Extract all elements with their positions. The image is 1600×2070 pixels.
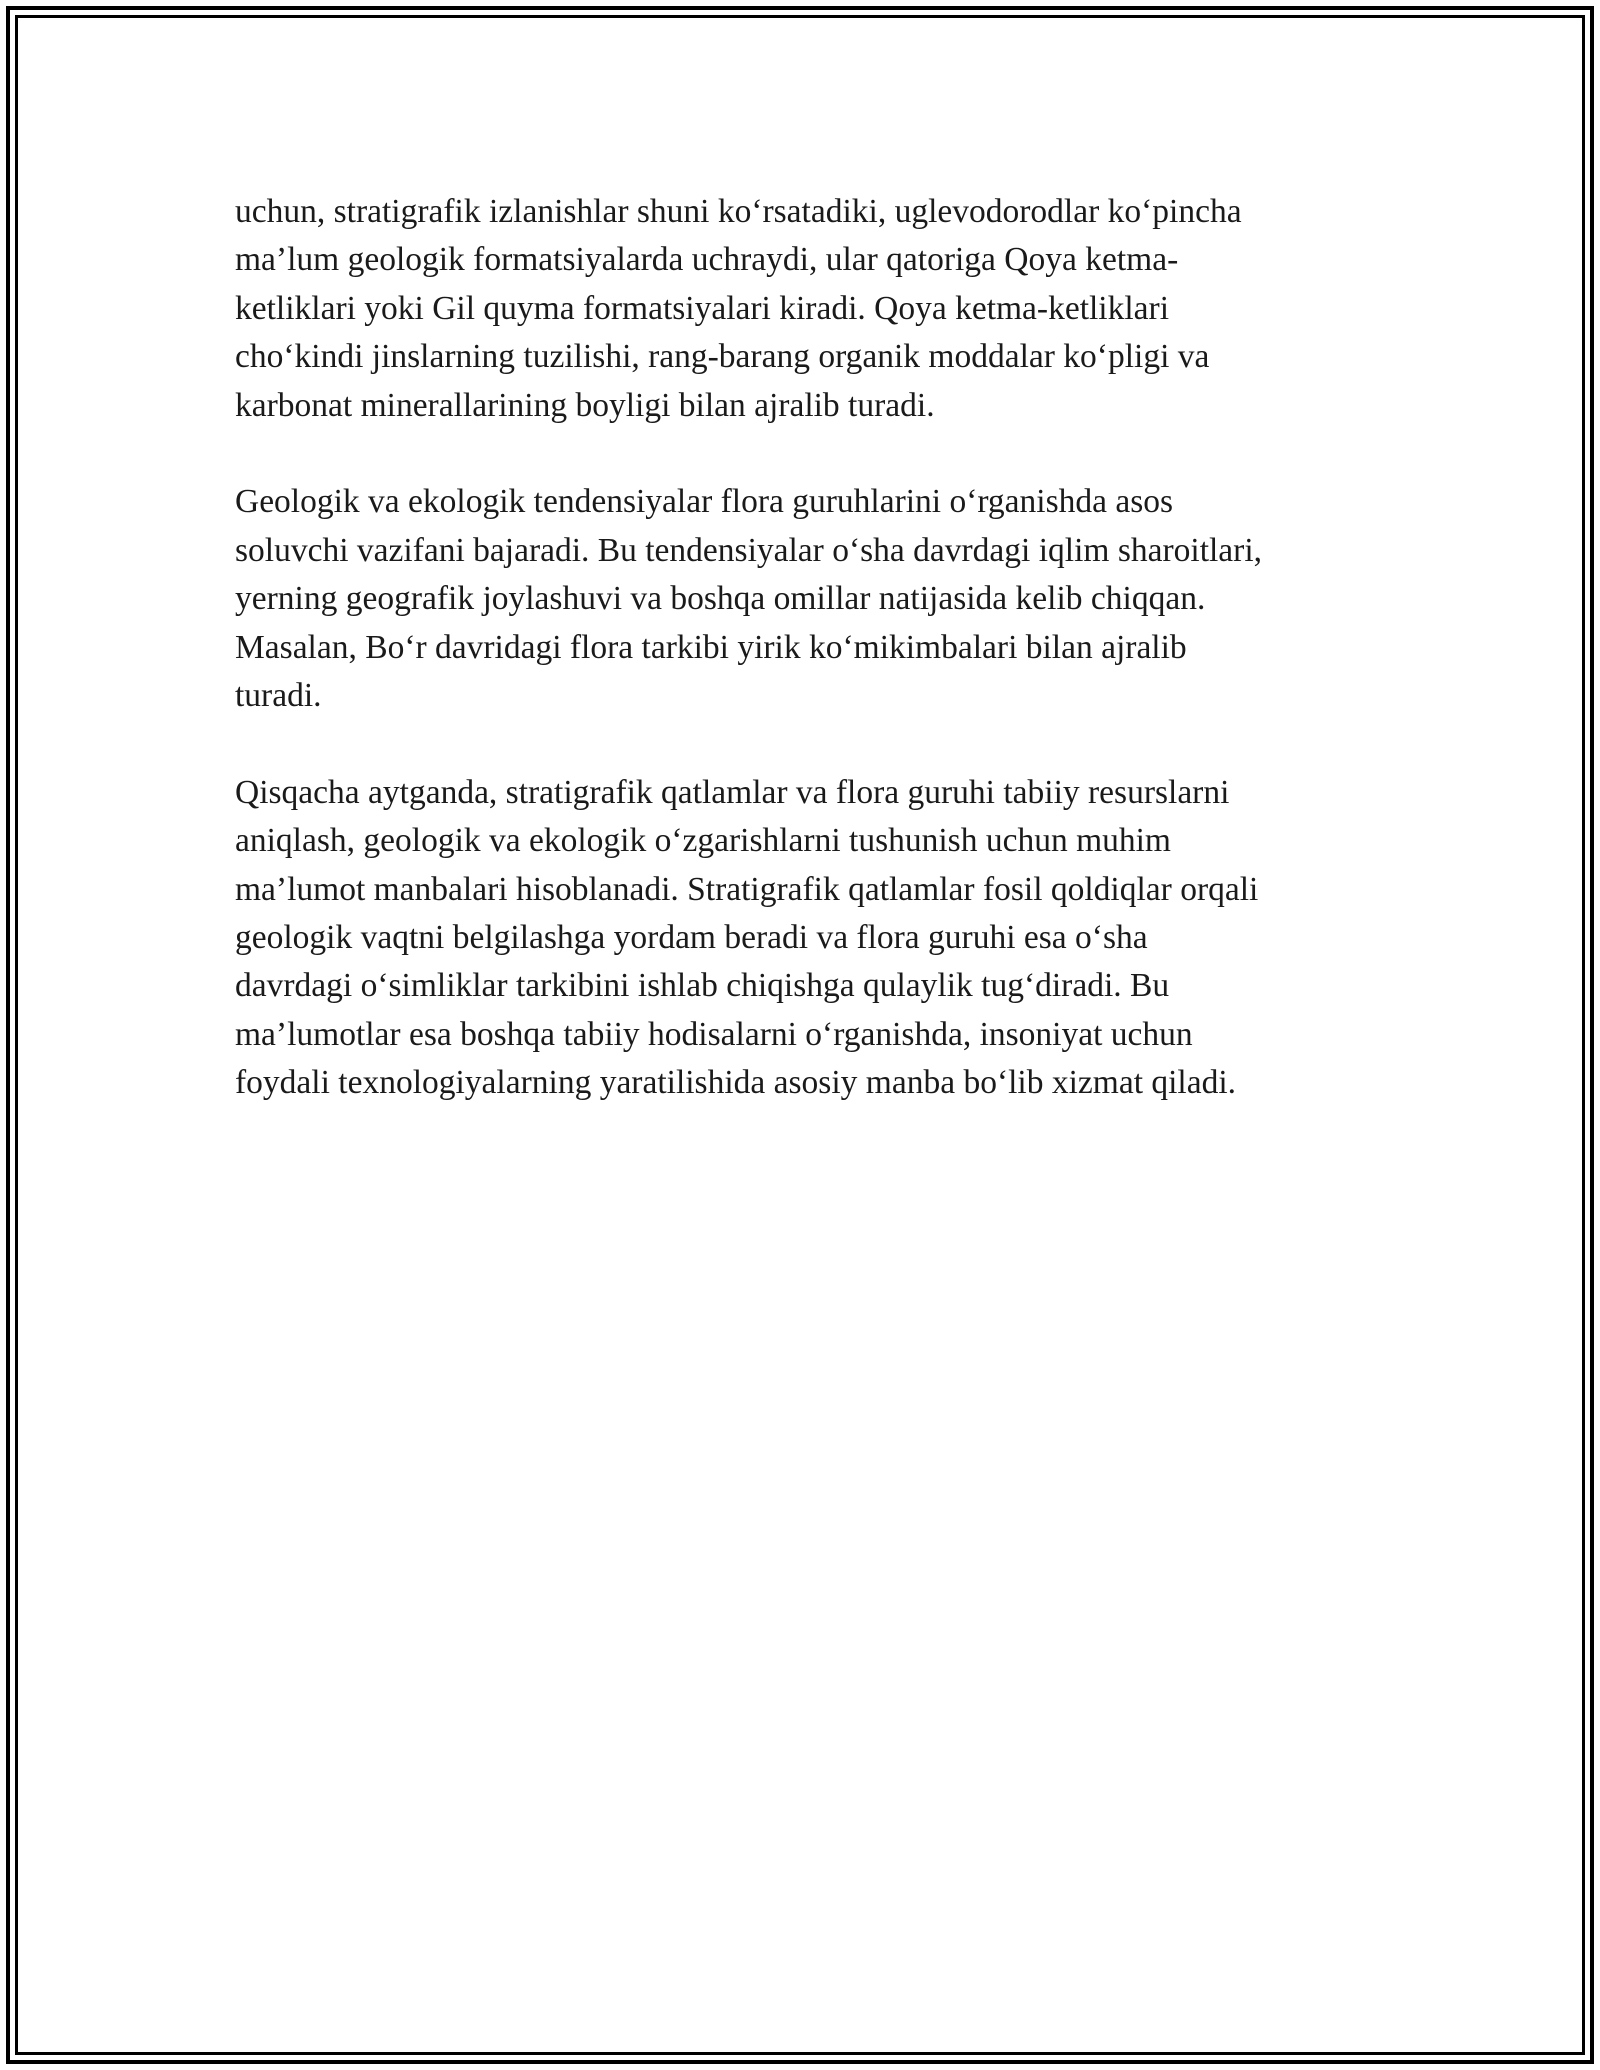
text-line: ketliklari yoki Gil quyma formatsiyalari kiradi. Qoya ketma-ketliklari [235,289,1170,327]
text-line: karbonat minerallarining boyligi bilan ajralib turadi. [235,386,935,424]
text-line: Geologik va ekologik tendensiyalar flora guruhlarini o‘rganishda asos [235,483,1174,521]
text-line: soluvchi vazifani bajaradi. Bu tendensiyalar o‘sha davrdagi iqlim sharoitlari, [235,531,1263,569]
text-line: davrdagi o‘simliklar tarkibini ishlab chiqishga qulaylik tug‘diradi. Bu [235,967,1170,1005]
document-body [235,188,1375,1156]
text-line: uchun, stratigrafik izlanishlar shuni ko‘rsatadiki, uglevodorodlar ko‘pincha [235,193,1242,230]
text-line: geologik vaqtni belgilashga yordam beradi va flora guruhi esa o‘sha [235,919,1148,957]
text-line: foydali texnologiyalarning yaratilishida asosiy manba bo‘lib xizmat qiladi. [235,1064,1237,1102]
text-line: ma’lum geologik formatsiyalarda uchraydi, ular qatoriga Qoya ketma- [235,241,1179,279]
text-line: ma’lumotlar esa boshqa tabiiy hodisalarni o‘rganishda, insoniyat uchun [235,1015,1193,1053]
text-line: turadi. [235,677,322,715]
paragraph-2 [235,478,1375,720]
text-line: yerning geografik joylashuvi va boshqa omillar natijasida kelib chiqqan. [235,580,1206,618]
paragraph-3 [235,769,1375,1108]
paragraph-1 [235,188,1375,430]
text-line: cho‘kindi jinslarning tuzilishi, rang-barang organik moddalar ko‘pligi va [235,338,1210,376]
text-line: ma’lumot manbalari hisoblanadi. Stratigrafik qatlamlar fosil qoldiqlar orqali [235,870,1259,908]
text-line: Qisqacha aytganda, stratigrafik qatlamlar va flora guruhi tabiiy resurslarni [235,773,1230,811]
text-line: aniqlash, geologik va ekologik o‘zgarishlarni tushunish uchun muhim [235,822,1171,860]
text-line: Masalan, Bo‘r davridagi flora tarkibi yirik ko‘mikimbalari bilan ajralib [235,628,1187,666]
